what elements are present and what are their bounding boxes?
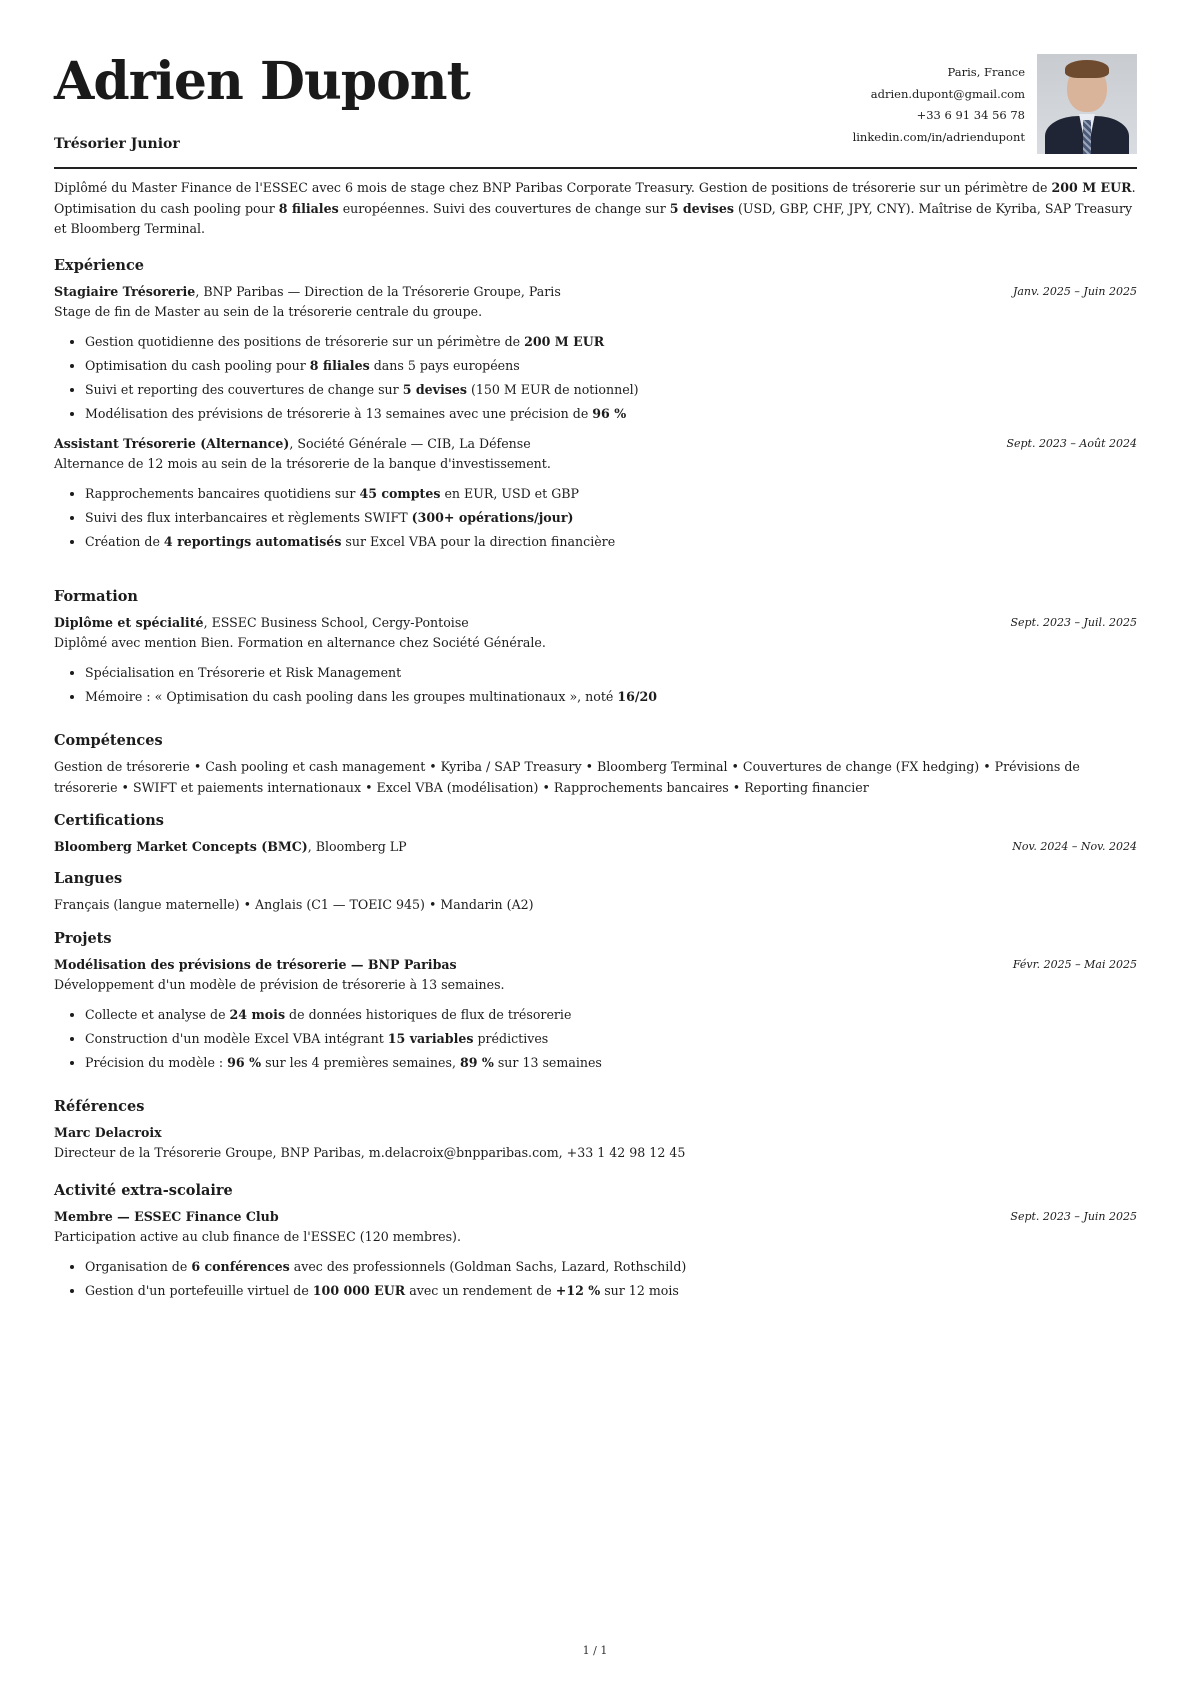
entry-heading: [54, 434, 1137, 454]
entry-description: Stage de fin de Master au sein de la trésorerie centrale du groupe.: [54, 304, 483, 319]
emphasis-text: 96 %: [592, 406, 627, 421]
bullet-item: [85, 330, 1137, 354]
resume-header: [54, 0, 1137, 168]
emphasis-text: Stagiaire Trésorerie: [54, 284, 196, 299]
entry-date: Févr. 2025 – Mai 2025: [1012, 958, 1137, 971]
emphasis-text: 5 devises: [669, 200, 734, 216]
text-run: prédictives: [473, 1031, 549, 1046]
text-run: sur 13 semaines: [493, 1055, 602, 1070]
emphasis-text: 16/20: [617, 689, 658, 704]
contact-location: Paris, France: [947, 65, 1025, 79]
contact-email[interactable]: adrien.dupont@gmail.com: [870, 86, 1025, 101]
bullet-item: [85, 1051, 1137, 1075]
entry-date: Janv. 2025 – Juin 2025: [1012, 285, 1137, 298]
bullet-list: [54, 1255, 1137, 1303]
emphasis-text: 4 reportings automatisés: [163, 534, 342, 549]
emphasis-text: Diplôme et spécialité: [54, 615, 204, 630]
entry-heading: [54, 1207, 1137, 1227]
section-title: Certifications: [54, 812, 164, 829]
entry-heading: [54, 613, 1137, 633]
text-run: Diplômé du Master Finance de l'ESSEC avec 6 mois de stage chez BNP Paribas Corporate Treasury. Gestion de positions de trésorerie sur un périmètre de: [54, 180, 1052, 195]
text-run: Suivi des flux interbancaires et règlements SWIFT: [85, 510, 412, 525]
summary: [54, 178, 1137, 240]
bullet-list: [54, 1003, 1137, 1075]
text-run: de données historiques de flux de trésorerie: [285, 1007, 572, 1022]
emphasis-text: 24 mois: [229, 1007, 286, 1022]
emphasis-text: Assistant Trésorerie (Alternance): [54, 436, 290, 451]
text-run: Rapprochements bancaires quotidiens sur: [85, 486, 360, 501]
text-run: , BNP Paribas — Direction de la Trésorerie Groupe, Paris: [195, 284, 561, 299]
text-run: Gestion quotidienne des positions de trésorerie sur un périmètre de: [85, 334, 525, 349]
entry: [54, 1207, 1137, 1303]
section-projects: [54, 929, 1137, 1075]
section-title: Projets: [54, 930, 112, 947]
emphasis-text: 8 filiales: [309, 358, 370, 373]
contact-block: [853, 62, 1025, 148]
emphasis-text: 200 M EUR: [524, 334, 605, 349]
emphasis-text: 100 000 EUR: [312, 1283, 406, 1298]
text-run: , Bloomberg LP: [307, 839, 407, 854]
entry: [54, 613, 1137, 709]
emphasis-text: 45 comptes: [359, 486, 441, 501]
emphasis-text: Membre — ESSEC Finance Club: [54, 1209, 279, 1224]
text-run: Gestion d'un portefeuille virtuel de: [85, 1283, 313, 1298]
bullet-item: [85, 530, 1137, 554]
text-run: Spécialisation en Trésorerie et Risk Management: [85, 665, 402, 680]
emphasis-text: 5 devises: [402, 382, 467, 397]
bullet-list: [54, 661, 1137, 709]
entry-date: Sept. 2023 – Juin 2025: [1010, 1210, 1137, 1223]
section-references: [54, 1097, 1137, 1163]
text-run: , ESSEC Business School, Cergy-Pontoise: [203, 615, 469, 630]
bullet-item: [85, 1255, 1137, 1279]
bullet-item: [85, 482, 1137, 506]
text-run: en EUR, USD et GBP: [440, 486, 579, 501]
section-title: Langues: [54, 870, 123, 887]
section-extracurricular: [54, 1181, 1137, 1303]
section-education: [54, 587, 1137, 709]
text-run: (150 M EUR de notionnel): [466, 382, 639, 397]
section-skills: [54, 731, 1137, 798]
languages-list: Français (langue maternelle) • Anglais (C1 — TOEIC 945) • Mandarin (A2): [54, 897, 534, 912]
extracurricular-entries: [54, 1207, 1137, 1303]
section-experience: [54, 256, 1137, 554]
section-title: Compétences: [54, 732, 163, 749]
entry-heading: [54, 282, 1137, 302]
text-run: sur 12 mois: [600, 1283, 679, 1298]
entry: [54, 282, 1137, 426]
certification-entries: [54, 837, 1137, 857]
experience-entries: [54, 282, 1137, 554]
emphasis-text: 15 variables: [387, 1031, 474, 1046]
reference-entry: [54, 1123, 1137, 1163]
bullet-item: [85, 685, 1137, 709]
emphasis-text: Modélisation des prévisions de trésorerie — BNP Paribas: [54, 957, 457, 972]
emphasis-text: 8 filiales: [278, 200, 339, 216]
text-run: Suivi et reporting des couvertures de change sur: [85, 382, 403, 397]
contact-linkedin[interactable]: linkedin.com/in/adriendupont: [852, 129, 1025, 144]
bullet-item: [85, 506, 1137, 530]
entry-date: Nov. 2024 – Nov. 2024: [1012, 840, 1137, 853]
section-certifications: [54, 811, 1137, 857]
section-title: Expérience: [54, 257, 145, 274]
entry-description: Participation active au club finance de l'ESSEC (120 membres).: [54, 1229, 461, 1244]
emphasis-text: 89 %: [459, 1055, 494, 1070]
contact-phone: +33 6 91 34 56 78: [916, 108, 1025, 122]
entry-description: Alternance de 12 mois au sein de la trésorerie de la banque d'investissement.: [54, 456, 551, 471]
text-run: Précision du modèle :: [85, 1055, 228, 1070]
entry: [54, 837, 1137, 857]
section-languages: [54, 869, 1137, 916]
text-run: Optimisation du cash pooling pour: [85, 358, 310, 373]
entry-description: Diplômé avec mention Bien. Formation en alternance chez Société Générale.: [54, 635, 546, 650]
reference-name: [54, 1123, 1137, 1143]
emphasis-text: 96 %: [227, 1055, 262, 1070]
resume-page: [54, 0, 1137, 1298]
section-title: Activité extra-scolaire: [54, 1182, 233, 1199]
text-run: , Société Générale — CIB, La Défense: [289, 436, 531, 451]
bullet-item: [85, 402, 1137, 426]
entry-date: Sept. 2023 – Juil. 2025: [1010, 616, 1137, 629]
entry-date: Sept. 2023 – Août 2024: [1006, 437, 1137, 450]
bullet-item: [85, 378, 1137, 402]
text-run: dans 5 pays européens: [369, 358, 520, 373]
reference-details: Directeur de la Trésorerie Groupe, BNP Paribas, m.delacroix@bnpparibas.com, +33 1 42 98 12 45: [54, 1145, 686, 1160]
text-run: Collecte et analyse de: [85, 1007, 230, 1022]
entry: [54, 955, 1137, 1075]
page-number: 1 / 1: [582, 1644, 608, 1657]
text-run: avec un rendement de: [405, 1283, 556, 1298]
text-run: sur les 4 premières semaines,: [261, 1055, 460, 1070]
bullet-item: [85, 1027, 1137, 1051]
candidate-role: Trésorier Junior: [54, 136, 180, 152]
text-run: . Optimisation du cash pooling pour: [54, 180, 1136, 216]
profile-photo: [1037, 54, 1137, 154]
education-entries: [54, 613, 1137, 709]
entry-description: Développement d'un modèle de prévision de trésorerie à 13 semaines.: [54, 977, 505, 992]
photo-tie: [1083, 120, 1091, 154]
entry-heading: [54, 955, 1137, 975]
text-run: Construction d'un modèle Excel VBA intégrant: [85, 1031, 388, 1046]
text-run: Création de: [85, 534, 164, 549]
bullet-list: [54, 482, 1137, 554]
emphasis-text: (300+ opérations/jour): [411, 510, 574, 525]
text-run: Modélisation des prévisions de trésorerie à 13 semaines avec une précision de: [85, 406, 593, 421]
project-entries: [54, 955, 1137, 1075]
text-run: (USD, GBP, CHF, JPY, CNY). Maîtrise de Kyriba, SAP Treasury et Bloomberg Terminal.: [54, 200, 1133, 236]
text-run: européennes. Suivi des couvertures de change sur: [338, 200, 670, 216]
section-title: Références: [54, 1098, 145, 1115]
photo-hair: [1065, 60, 1109, 78]
bullet-item: [85, 1003, 1137, 1027]
entry-heading: [54, 837, 1137, 857]
section-title: Formation: [54, 588, 138, 605]
candidate-name: Adrien Dupont: [54, 51, 470, 112]
emphasis-text: 200 M EUR: [1051, 180, 1132, 195]
emphasis-text: 6 conférences: [191, 1259, 290, 1274]
bullet-item: [85, 661, 1137, 685]
emphasis-text: Bloomberg Market Concepts (BMC): [54, 839, 308, 854]
entry: [54, 434, 1137, 554]
reference-name-text: Marc Delacroix: [54, 1125, 162, 1140]
text-run: sur Excel VBA pour la direction financière: [341, 534, 616, 549]
text-run: Organisation de: [85, 1259, 192, 1274]
skills-list: Gestion de trésorerie • Cash pooling et cash management • Kyriba / SAP Treasury • Bloomberg Terminal • Couvertures de change (FX hedging) • Prévisions de trésorerie • SWIFT et paiements internationaux • Excel VBA (modélisation) • Rapprochements bancaires • Reporting financier: [54, 759, 1080, 795]
text-run: avec des professionnels (Goldman Sachs, Lazard, Rothschild): [289, 1259, 687, 1274]
bullet-item: [85, 1279, 1137, 1303]
bullet-item: [85, 354, 1137, 378]
header-divider: [54, 167, 1137, 169]
text-run: Mémoire : « Optimisation du cash pooling dans les groupes multinationaux », noté: [85, 689, 618, 704]
emphasis-text: +12 %: [555, 1283, 601, 1298]
bullet-list: [54, 330, 1137, 426]
